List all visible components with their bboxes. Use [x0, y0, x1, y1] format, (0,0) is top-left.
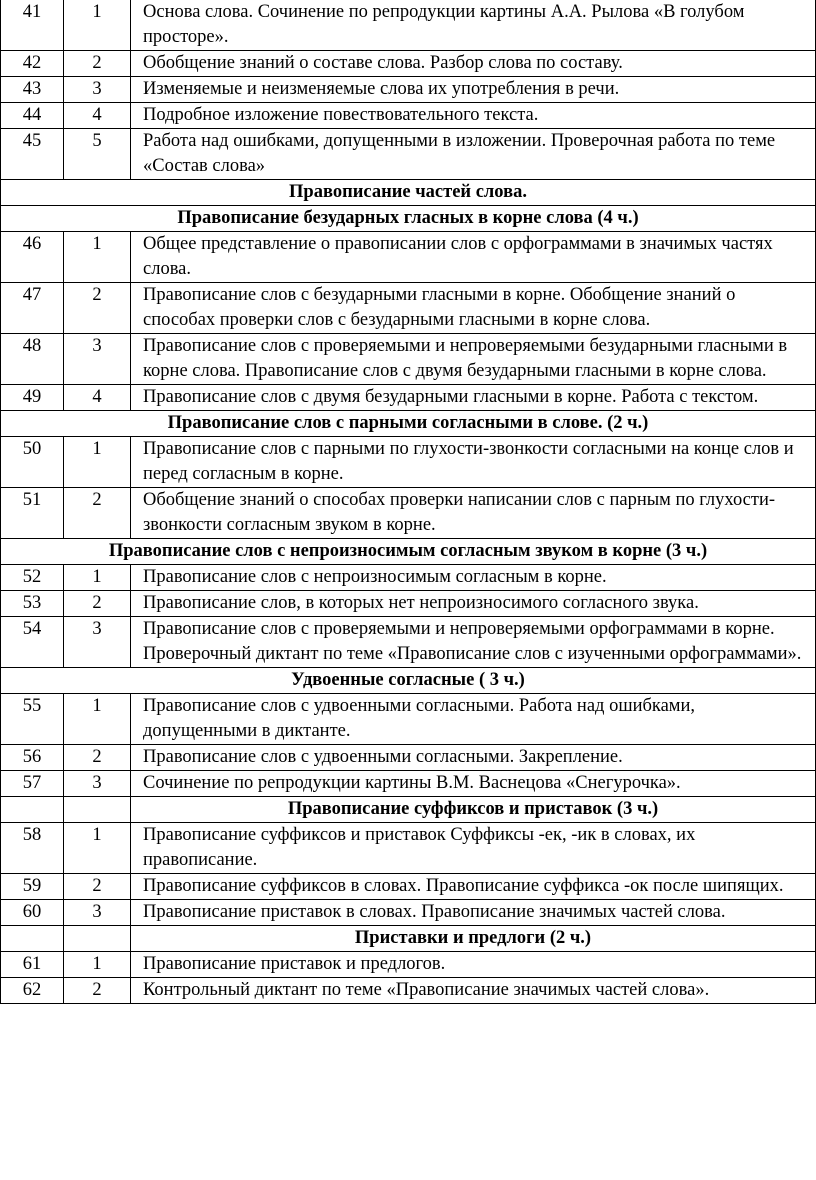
lesson-topic: Правописание слов с двумя безударными гласными в корне. Работа с текстом.: [131, 385, 816, 411]
section-header-row: [1, 206, 816, 232]
lesson-index: 3: [64, 771, 131, 797]
section-heading: Приставки и предлоги (2 ч.): [131, 926, 816, 952]
table-row: [1, 103, 816, 129]
lesson-topic: Правописание слов с парными по глухости-звонкости согласными на конце слов и перед согласным в корне.: [131, 437, 816, 488]
subsection-header-row: [1, 926, 816, 952]
lesson-number: 58: [1, 823, 64, 874]
section-heading: Правописание суффиксов и приставок (3 ч.): [131, 797, 816, 823]
lesson-number: 51: [1, 488, 64, 539]
lesson-index: 1: [64, 437, 131, 488]
table-row: [1, 565, 816, 591]
lesson-number: 49: [1, 385, 64, 411]
lesson-number: 48: [1, 334, 64, 385]
lesson-number: 43: [1, 77, 64, 103]
lesson-number: 54: [1, 617, 64, 668]
table-row: [1, 129, 816, 180]
lesson-index: 3: [64, 900, 131, 926]
lesson-topic: Правописание слов с безударными гласными в корне. Обобщение знаний о способах проверки слов с безударными гласными в корне слова.: [131, 283, 816, 334]
lesson-index: 1: [64, 232, 131, 283]
lesson-topic: Основа слова. Сочинение по репродукции картины А.А. Рылова «В голубом просторе».: [131, 0, 816, 51]
table-row: [1, 900, 816, 926]
lesson-topic: Правописание суффиксов и приставок Суффиксы -ек, -ик в словах, их правописание.: [131, 823, 816, 874]
lesson-index: 5: [64, 129, 131, 180]
lesson-index: 2: [64, 978, 131, 1004]
lesson-number: 45: [1, 129, 64, 180]
section-heading: Правописание слов с непроизносимым согласным звуком в корне (3 ч.): [1, 539, 816, 565]
table-body: [1, 0, 816, 1004]
table-row: [1, 591, 816, 617]
lesson-index: 2: [64, 488, 131, 539]
table-row: [1, 232, 816, 283]
table-row: [1, 283, 816, 334]
table-row: [1, 0, 816, 51]
subsection-header-row: [1, 797, 816, 823]
lesson-index: 1: [64, 823, 131, 874]
lesson-number: 60: [1, 900, 64, 926]
section-heading: Правописание частей слова.: [1, 180, 816, 206]
empty-cell: [64, 926, 131, 952]
lesson-topic: Правописание слов с проверяемыми и непроверяемыми орфограммами в корне. Проверочный диктант по теме «Правописание слов с изученными орфограммами».: [131, 617, 816, 668]
lesson-topic: Правописание слов с удвоенными согласными. Работа над ошибками, допущенными в диктанте.: [131, 694, 816, 745]
table-row: [1, 874, 816, 900]
lesson-number: 42: [1, 51, 64, 77]
lesson-number: 57: [1, 771, 64, 797]
lesson-index: 1: [64, 694, 131, 745]
empty-cell: [1, 797, 64, 823]
lesson-topic: Обобщение знаний о составе слова. Разбор слова по составу.: [131, 51, 816, 77]
lesson-index: 2: [64, 874, 131, 900]
lesson-index: 4: [64, 385, 131, 411]
lesson-number: 50: [1, 437, 64, 488]
table-row: [1, 745, 816, 771]
section-heading: Удвоенные согласные ( 3 ч.): [1, 668, 816, 694]
lesson-topic: Правописание приставок в словах. Правописание значимых частей слова.: [131, 900, 816, 926]
empty-cell: [1, 926, 64, 952]
section-heading: Правописание безударных гласных в корне слова (4 ч.): [1, 206, 816, 232]
empty-cell: [64, 797, 131, 823]
lesson-index: 1: [64, 565, 131, 591]
lesson-number: 47: [1, 283, 64, 334]
table-row: [1, 77, 816, 103]
lesson-index: 4: [64, 103, 131, 129]
table-row: [1, 385, 816, 411]
lesson-index: 3: [64, 617, 131, 668]
lesson-topic: Правописание приставок и предлогов.: [131, 952, 816, 978]
lesson-topic: Правописание суффиксов в словах. Правописание суффикса -ок после шипящих.: [131, 874, 816, 900]
table-row: [1, 437, 816, 488]
lesson-index: 2: [64, 745, 131, 771]
lesson-topic: Правописание слов с удвоенными согласными. Закрепление.: [131, 745, 816, 771]
table-row: [1, 488, 816, 539]
lesson-topic: Сочинение по репродукции картины В.М. Васнецова «Снегурочка».: [131, 771, 816, 797]
lesson-number: 41: [1, 0, 64, 51]
lesson-index: 3: [64, 77, 131, 103]
table-row: [1, 978, 816, 1004]
lesson-index: 1: [64, 0, 131, 51]
lesson-number: 44: [1, 103, 64, 129]
lesson-number: 55: [1, 694, 64, 745]
section-header-row: [1, 668, 816, 694]
lesson-index: 2: [64, 283, 131, 334]
section-heading: Правописание слов с парными согласными в слове. (2 ч.): [1, 411, 816, 437]
lesson-topic: Правописание слов с проверяемыми и непроверяемыми безударными гласными в корне слова. Правописание слов с двумя безударными гласными в корне слова.: [131, 334, 816, 385]
lesson-topic: Общее представление о правописании слов с орфограммами в значимых частях слова.: [131, 232, 816, 283]
lesson-number: 59: [1, 874, 64, 900]
lesson-number: 52: [1, 565, 64, 591]
section-header-row: [1, 180, 816, 206]
lesson-index: 3: [64, 334, 131, 385]
table-row: [1, 51, 816, 77]
table-row: [1, 334, 816, 385]
table-row: [1, 823, 816, 874]
lesson-index: 2: [64, 591, 131, 617]
lesson-number: 46: [1, 232, 64, 283]
lesson-number: 62: [1, 978, 64, 1004]
section-header-row: [1, 539, 816, 565]
lesson-number: 61: [1, 952, 64, 978]
lesson-topic: Работа над ошибками, допущенными в изложении. Проверочная работа по теме «Состав слова»: [131, 129, 816, 180]
table-row: [1, 771, 816, 797]
lesson-index: 1: [64, 952, 131, 978]
lesson-topic: Подробное изложение повествовательного текста.: [131, 103, 816, 129]
lesson-topic: Правописание слов, в которых нет непроизносимого согласного звука.: [131, 591, 816, 617]
lesson-topic: Правописание слов с непроизносимым согласным в корне.: [131, 565, 816, 591]
section-header-row: [1, 411, 816, 437]
table-row: [1, 952, 816, 978]
lesson-number: 56: [1, 745, 64, 771]
lesson-index: 2: [64, 51, 131, 77]
table-row: [1, 694, 816, 745]
lesson-number: 53: [1, 591, 64, 617]
table-row: [1, 617, 816, 668]
lesson-topic: Контрольный диктант по теме «Правописание значимых частей слова».: [131, 978, 816, 1004]
lesson-topic: Изменяемые и неизменяемые слова их употребления в речи.: [131, 77, 816, 103]
lesson-topic: Обобщение знаний о способах проверки написании слов с парным по глухости-звонкости согласным звуком в корне.: [131, 488, 816, 539]
